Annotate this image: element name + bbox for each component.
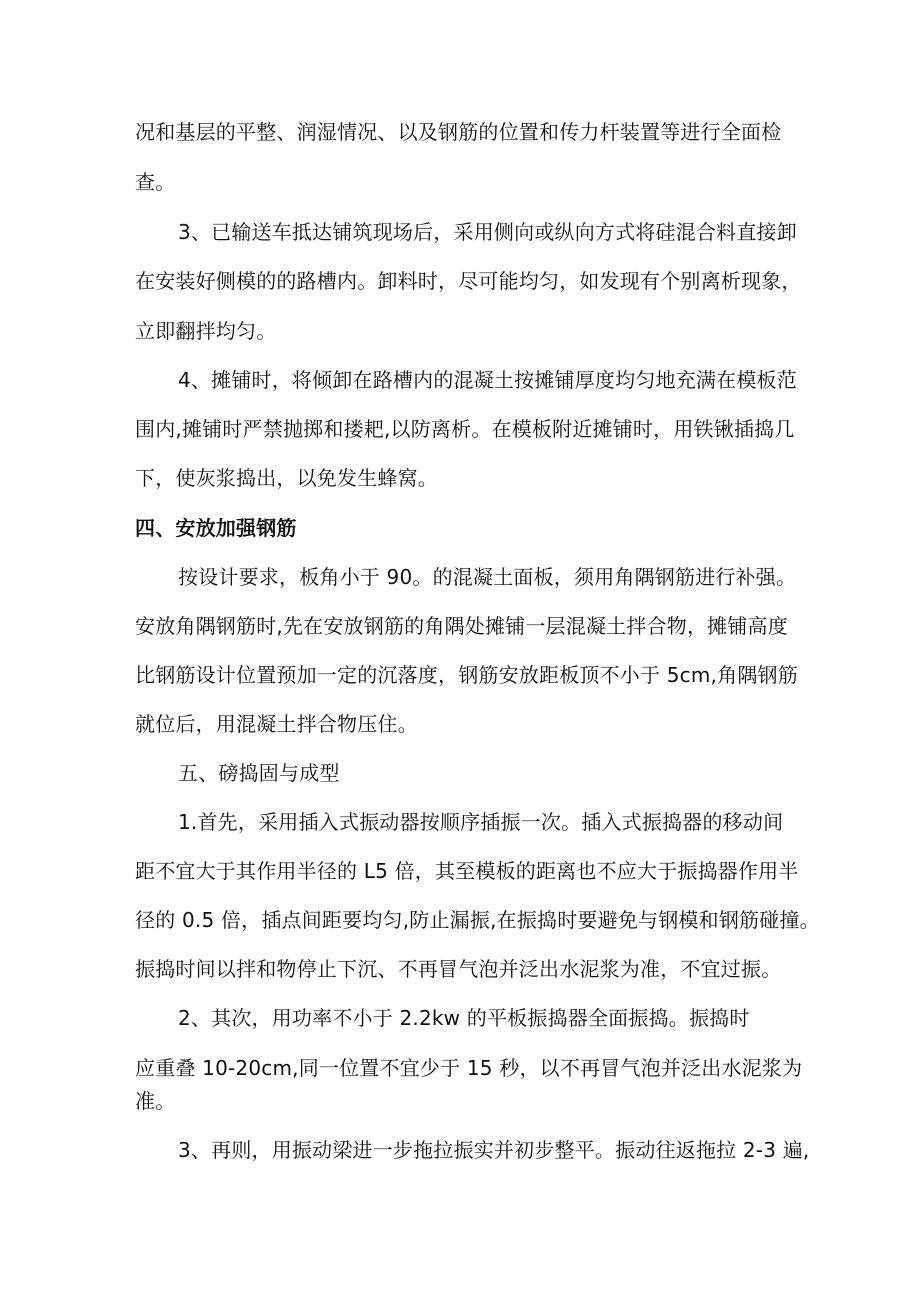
- text-line: 下，使灰浆捣出，以免发生蜂窝。: [135, 466, 438, 490]
- text-line: 应重叠 10-20cm,同一位置不宜少于 15 秒，以不再冒气泡并泛出水泥浆为: [135, 1056, 803, 1080]
- text-line: 1.首先，采用插入式振动器按顺序插振一次。插入式振捣器的移动间: [178, 810, 784, 834]
- section-heading: 四、安放加强钢筋: [135, 516, 297, 540]
- text-line: 2、其次，用功率不小于 2.2kw 的平板振捣器全面振捣。振捣时: [178, 1006, 750, 1030]
- text-line: 况和基层的平整、润湿情况、以及钢筋的位置和传力杆装置等进行全面检: [135, 120, 782, 144]
- text-line: 振捣时间以拌和物停止下沉、不再冒气泡并泛出水泥浆为准，不宜过振。: [135, 957, 782, 981]
- text-line: 准。: [135, 1089, 176, 1113]
- text-line: 比钢筋设计位置预加一定的沉落度，钢筋安放距板顶不小于 5cm,角隅钢筋: [135, 663, 798, 687]
- text-line: 安放角隅钢筋时,先在安放钢筋的角隅处摊铺一层混凝土拌合物，摊铺高度: [135, 614, 788, 638]
- text-line: 在安装好侧模的的路槽内。卸料时，尽可能均匀，如发现有个别离析现象，: [135, 269, 802, 293]
- text-line: 径的 0.5 倍，插点间距要均匀,防止漏振,在振捣时要避免与钢模和钢筋碰撞。: [135, 908, 820, 932]
- text-line: 4、摊铺时，将倾卸在路槽内的混凝土按摊铺厚度均匀地充满在模板范: [178, 368, 797, 392]
- text-line: 3、已输送车抵达铺筑现场后，采用侧向或纵向方式将硅混合料直接卸: [178, 220, 797, 244]
- text-line: 就位后，用混凝土拌合物压住。: [135, 712, 418, 736]
- text-line: 围内,摊铺时严禁抛掷和搂耙,以防离析。在模板附近摊铺时，用铁锹插捣几: [135, 417, 795, 441]
- section-heading: 五、磅捣固与成型: [178, 761, 340, 785]
- text-line: 距不宜大于其作用半径的 L5 倍，其至模板的距离也不应大于振捣器作用半: [135, 859, 799, 883]
- text-line: 查。: [135, 170, 176, 194]
- text-line: 按设计要求，板角小于 90。的混凝土面板，须用角隅钢筋进行补强。: [178, 565, 797, 589]
- text-line: 立即翻拌均匀。: [135, 319, 277, 343]
- text-line: 3、再则，用振动梁进一步拖拉振实并初步整平。振动往返拖拉 2-3 遍,: [178, 1138, 810, 1162]
